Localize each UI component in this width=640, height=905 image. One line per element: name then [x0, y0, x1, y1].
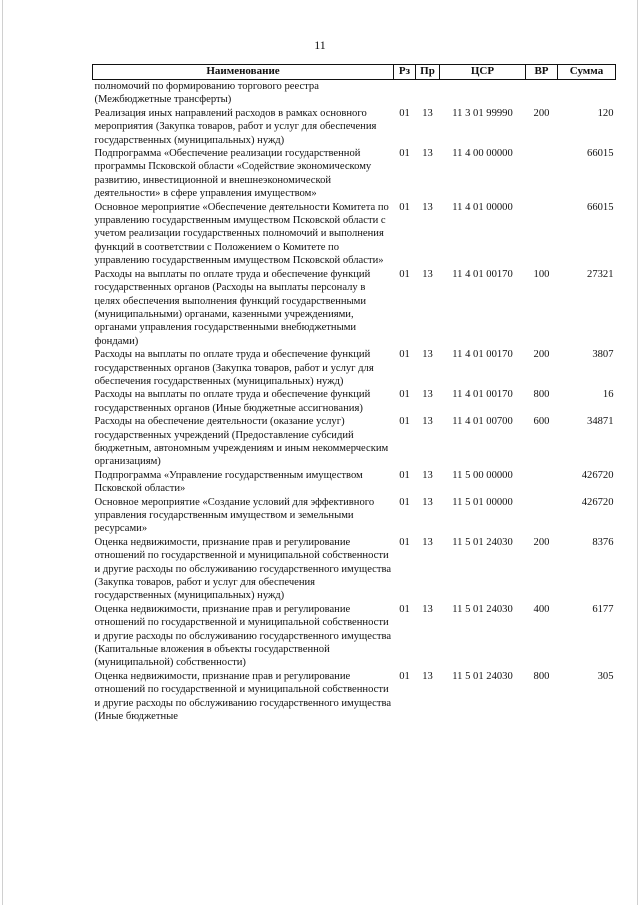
row-rz: 01 — [399, 496, 410, 508]
row-csr: 11 5 01 24030 — [452, 603, 513, 615]
row-csr: 11 5 01 24030 — [452, 536, 513, 548]
header-row — [93, 65, 616, 80]
row-vr — [526, 469, 558, 496]
row-sum — [558, 80, 616, 107]
row-csr: 11 4 00 00000 — [452, 148, 513, 160]
row-name: Подпрограмма «Обеспечение реализации государственной программы Псковской области «Содействие экономическому развитию, инвестиционной и внешнеэкономической деятельности» в сфере управления имуществом» — [94, 148, 372, 200]
row-rz: 01 — [399, 670, 410, 682]
row-csr: 11 5 01 24030 — [452, 670, 513, 682]
row-csr: 11 4 01 00170 — [452, 389, 513, 401]
row-pr: 13 — [422, 349, 433, 361]
header-sum: Сумма — [558, 65, 616, 80]
table-row — [93, 469, 616, 496]
row-vr: 600 — [533, 416, 550, 428]
row-vr: 100 — [533, 268, 550, 280]
row-vr: 200 — [533, 536, 550, 548]
header-pr: Пр — [416, 65, 440, 80]
header-vr: ВР — [526, 65, 558, 80]
row-sum: 27321 — [587, 268, 614, 280]
row-sum: 16 — [602, 389, 614, 401]
table-row — [93, 348, 616, 388]
row-name: Подпрограмма «Управление государственным имуществом Псковской области» — [94, 469, 363, 495]
row-vr: 800 — [533, 670, 550, 682]
row-pr: 13 — [422, 536, 433, 548]
row-rz: 01 — [399, 268, 410, 280]
row-vr — [526, 147, 558, 201]
row-pr: 13 — [422, 469, 433, 481]
row-pr — [416, 80, 440, 107]
row-pr: 13 — [422, 107, 433, 119]
row-name: Оценка недвижимости, признание прав и регулирование отношений по государственной и муниципальной собственности и другие расходы по обслуживанию государственного имущества (Капитальные вложения в объекты государственной (муниципальной) собственности) — [94, 603, 392, 669]
row-vr — [526, 496, 558, 536]
table-header — [93, 65, 616, 80]
row-csr — [440, 80, 526, 107]
row-pr: 13 — [422, 416, 433, 428]
row-sum: 66015 — [587, 148, 614, 160]
row-sum: 8376 — [592, 536, 614, 548]
row-pr: 13 — [422, 201, 433, 213]
row-rz: 01 — [399, 389, 410, 401]
row-csr: 11 3 01 99990 — [452, 107, 513, 119]
row-name: Основное мероприятие «Создание условий для эффективного управления государственным имуществом и земельными ресурсами» — [94, 496, 375, 535]
header-rz: Рз — [394, 65, 416, 80]
row-pr: 13 — [422, 148, 433, 160]
row-rz — [394, 80, 416, 107]
row-sum: 305 — [597, 670, 614, 682]
row-sum: 3807 — [592, 349, 614, 361]
row-rz: 01 — [399, 201, 410, 213]
row-rz: 01 — [399, 469, 410, 481]
budget-table — [92, 64, 616, 724]
row-name: Основное мероприятие «Обеспечение деятельности Комитета по управлению государственным имуществом Псковской области с учетом реализации государственных полномочий и выполнения функций в соответствии с Положением о Комитете по управлению государственным имуществом Псковской области» — [94, 201, 389, 267]
row-rz: 01 — [399, 148, 410, 160]
row-rz: 01 — [399, 349, 410, 361]
row-name: Оценка недвижимости, признание прав и регулирование отношений по государственной и муниципальной собственности и другие расходы по обслуживанию государственного имущества (Иные бюджетные — [94, 670, 392, 723]
row-vr: 800 — [533, 389, 550, 401]
row-pr: 13 — [422, 603, 433, 615]
page-number: 11 — [314, 38, 326, 52]
table-row — [93, 388, 616, 415]
row-sum: 66015 — [587, 201, 614, 213]
table-row — [93, 80, 616, 107]
header-csr: ЦСР — [440, 65, 526, 80]
row-sum: 34871 — [587, 416, 614, 428]
table-row — [93, 603, 616, 670]
row-pr: 13 — [422, 496, 433, 508]
table-row — [93, 268, 616, 348]
row-vr — [526, 201, 558, 268]
row-csr: 11 5 01 00000 — [452, 496, 513, 508]
row-pr: 13 — [422, 670, 433, 682]
row-rz: 01 — [399, 603, 410, 615]
row-name: Расходы на выплаты по оплате труда и обеспечение функций государственных органов (Расходы на выплаты персоналу в целях обеспечения выполнения функций государственными (муниципальными) органами, казенными учреждениями, органами управления государственными внебюджетными фондами) — [94, 268, 371, 347]
scan-edge-left — [2, 0, 3, 905]
row-sum: 120 — [597, 107, 614, 119]
row-sum: 6177 — [592, 603, 614, 615]
row-name: Реализация иных направлений расходов в рамках основного мероприятия (Закупка товаров, работ и услуг для обеспечения государственных (муниципальных) нужд) — [94, 107, 377, 146]
row-rz: 01 — [399, 416, 410, 428]
row-vr — [526, 80, 558, 107]
row-pr: 13 — [422, 268, 433, 280]
row-csr: 11 4 01 00000 — [452, 201, 513, 213]
header-name: Наименование — [93, 65, 394, 80]
row-sum: 426720 — [581, 496, 614, 508]
table-body — [93, 80, 616, 724]
table-row — [93, 536, 616, 603]
row-sum: 426720 — [581, 469, 614, 481]
row-rz: 01 — [399, 536, 410, 548]
row-pr: 13 — [422, 389, 433, 401]
row-name: Расходы на выплаты по оплате труда и обеспечение функций государственных органов (Закупка товаров, работ и услуг для обеспечения государственных (муниципальных) нужд) — [94, 349, 374, 387]
row-csr: 11 4 01 00700 — [452, 416, 513, 428]
row-vr: 200 — [533, 107, 550, 119]
row-csr: 11 4 01 00170 — [452, 268, 513, 280]
table-row — [93, 107, 616, 147]
table-row — [93, 670, 616, 724]
row-name: полномочий по формированию торгового реестра (Межбюджетные трансферты) — [94, 81, 319, 106]
row-rz: 01 — [399, 107, 410, 119]
table-row — [93, 496, 616, 536]
row-csr: 11 5 00 00000 — [452, 469, 513, 481]
scan-edge-right — [637, 0, 638, 905]
row-name: Оценка недвижимости, признание прав и регулирование отношений по государственной и муниципальной собственности и другие расходы по обслуживанию государственного имущества (Закупка товаров, работ и услуг для обеспечения государственных (муниципальных) нужд) — [94, 536, 392, 602]
table-row — [93, 415, 616, 469]
row-vr: 400 — [533, 603, 550, 615]
row-name: Расходы на обеспечение деятельности (оказание услуг) государственных учреждений (Предоставление субсидий бюджетным, автономным учреждениям и иным некоммерческим организациям) — [94, 416, 389, 468]
row-vr: 200 — [533, 349, 550, 361]
row-name: Расходы на выплаты по оплате труда и обеспечение функций государственных органов (Иные бюджетные ассигнования) — [94, 389, 371, 414]
table-row — [93, 147, 616, 201]
row-csr: 11 4 01 00170 — [452, 349, 513, 361]
table-row — [93, 201, 616, 268]
